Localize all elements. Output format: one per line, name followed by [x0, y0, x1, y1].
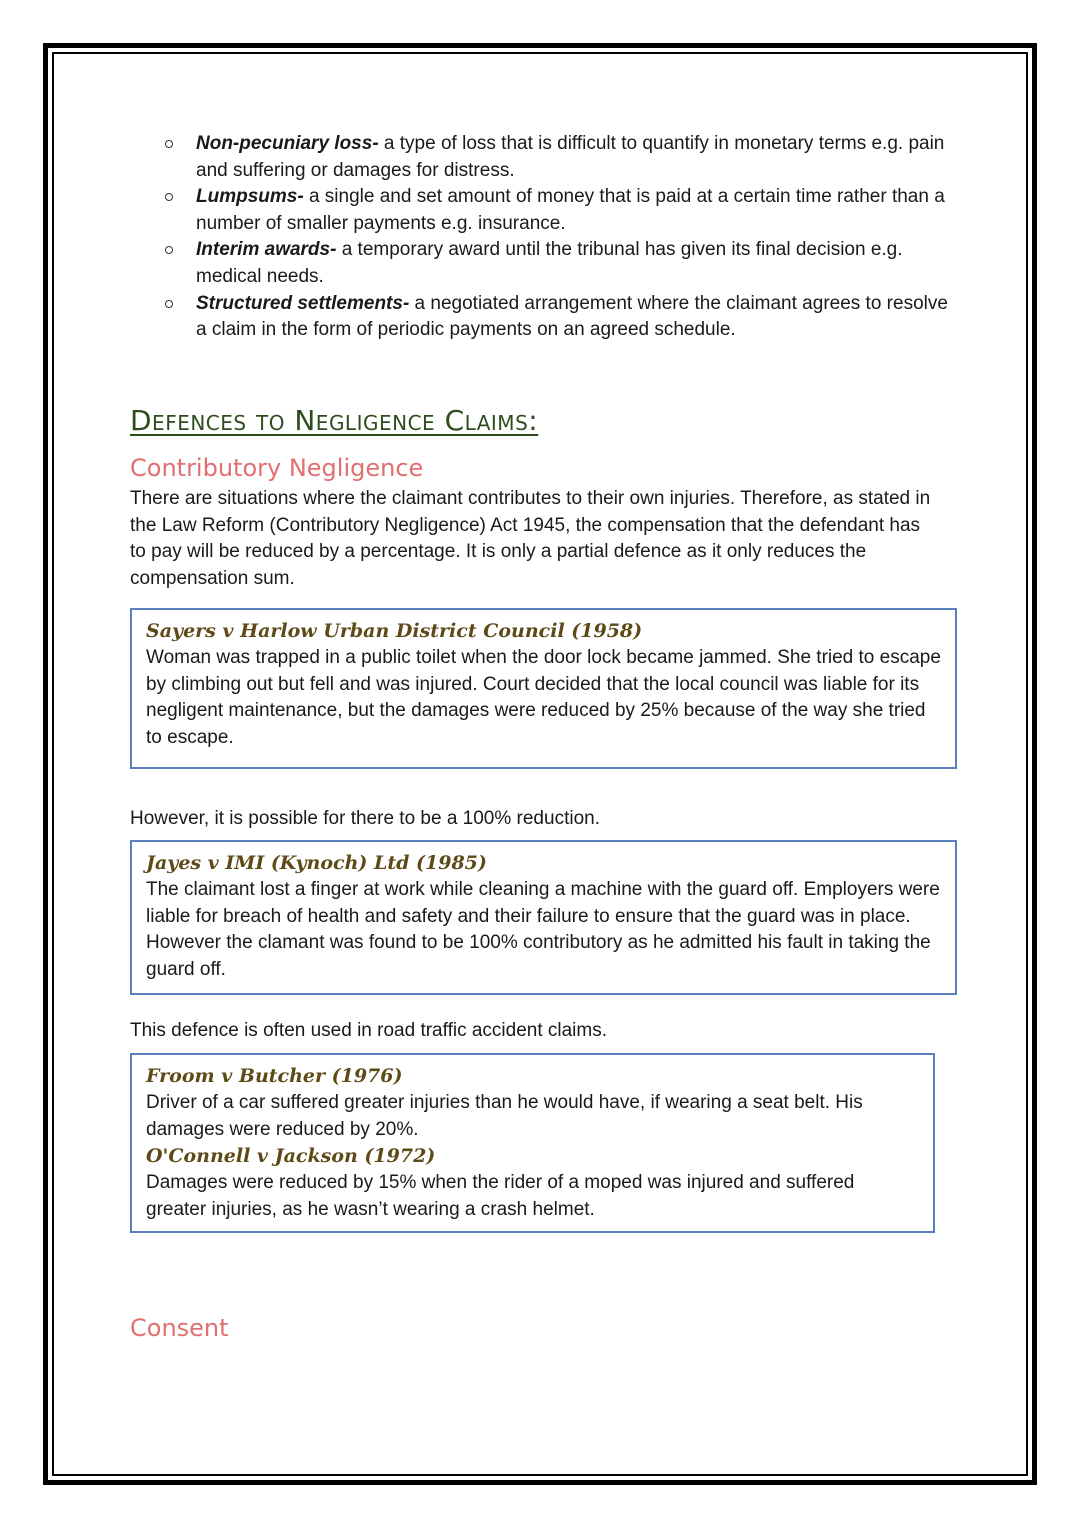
- hollow-bullet-icon: [165, 193, 173, 201]
- case-text: Damages were reduced by 15% when the rider of a moped was injured and suffered greater injuries, as he wasn’t wearing a crash helmet.: [146, 1172, 855, 1220]
- section-heading: Defences to Negligence Claims:: [130, 404, 539, 437]
- case-title: Sayers v Harlow Urban District Council (1958): [146, 620, 643, 642]
- case-title: Froom v Butcher (1976): [146, 1065, 403, 1087]
- remedies-list: [160, 131, 960, 344]
- case-text: The claimant lost a finger at work while cleaning a machine with the guard off. Employers were liable for breach of health and safety and their failure to ensure that the guard was in place. However the clamant was found to be 100% contributory as he admitted his fault in taking the guard off.: [146, 879, 940, 980]
- hollow-bullet-icon: [165, 300, 173, 308]
- case-title: Jayes v IMI (Kynoch) Ltd (1985): [146, 852, 487, 874]
- contributory-intro: There are situations where the claimant contributes to their own injuries. Therefore, as stated in the Law Reform (Contributory Negligence) Act 1945, the compensation that the defendant has to pay will be reduced by a percentage. It is only a partial defence as it only reduces the compensation sum.: [130, 488, 931, 589]
- list-item: Interim awards- a temporary award until the tribunal has given its final decision e.g. medical needs.: [160, 237, 960, 290]
- hollow-bullet-icon: [165, 246, 173, 254]
- case-title: O'Connell v Jackson (1972): [146, 1145, 436, 1168]
- reduction-note: However, it is possible for there to be a 100% reduction.: [130, 808, 600, 829]
- list-item: Structured settlements- a negotiated arrangement where the claimant agrees to resolve a claim in the form of periodic payments on an agreed schedule.: [160, 291, 960, 344]
- case-box-jayes: [130, 840, 957, 995]
- list-item: Lumpsums- a single and set amount of money that is paid at a certain time rather than a number of smaller payments e.g. insurance.: [160, 184, 960, 237]
- list-item: Non-pecuniary loss- a type of loss that is difficult to quantify in monetary terms e.g. pain and suffering or damages for distress.: [160, 131, 960, 184]
- hollow-bullet-icon: [165, 140, 173, 148]
- case-text: Woman was trapped in a public toilet when the door lock became jammed. She tried to escape by climbing out but fell and was injured. Court decided that the local council was liable for its negligent maintenance, but the damages were reduced by 25% because of the way she tried to escape.: [146, 647, 941, 748]
- road-traffic-note: This defence is often used in road traffic accident claims.: [130, 1020, 608, 1041]
- case-box-sayers: [130, 608, 957, 769]
- contributory-negligence-title: Contributory Negligence: [130, 454, 424, 482]
- case-box-road-traffic: [130, 1053, 935, 1233]
- consent-title: Consent: [130, 1314, 229, 1342]
- case-text: Driver of a car suffered greater injuries than he would have, if wearing a seat belt. His damages were reduced by 20%.: [146, 1092, 863, 1140]
